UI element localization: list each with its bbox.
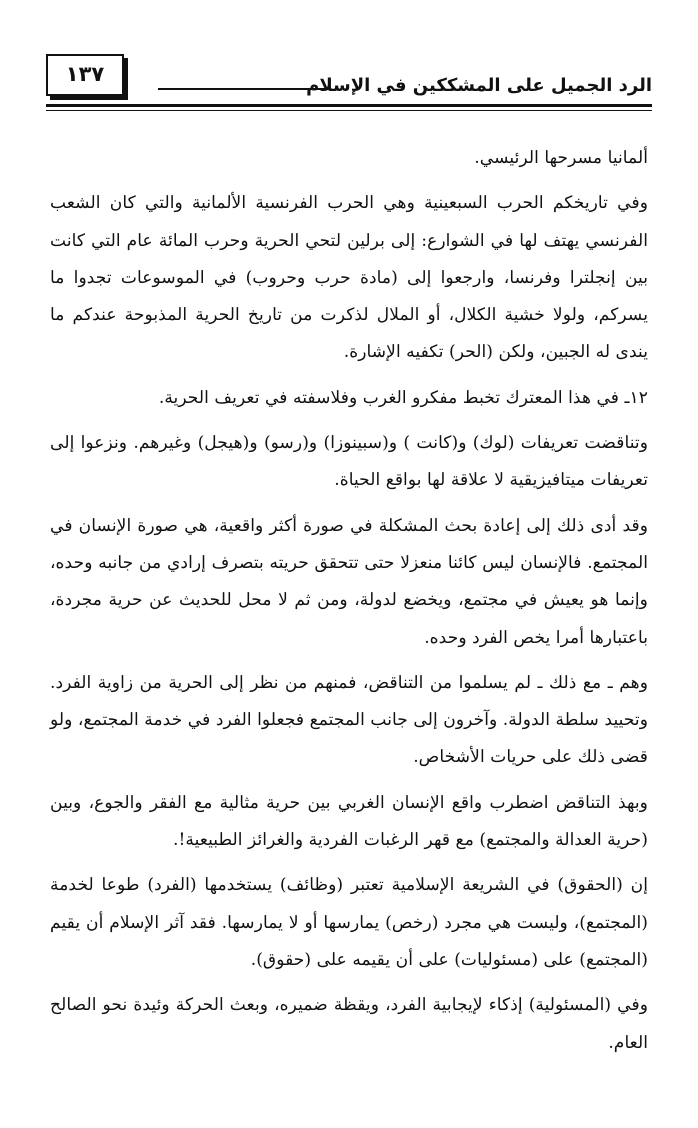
paragraph: وهم ـ مع ذلك ـ لم يسلموا من التناقض، فمنهم من نظر إلى الحرية من زاوية الفرد. وتحييد سلطة الدولة. وآخرون إلى جانب المجتمع فجعلوا الفرد في خدمة المجتمع، ولو قضى ذلك على حريات الأشخاص. — [50, 672, 648, 768]
running-title: الرد الجميل على المشككين في الإسلام — [306, 75, 652, 96]
paragraph: وفي تاريخكم الحرب السبعينية وهي الحرب الفرنسية الألمانية والتي كان الشعب الفرنسي يهتف لها في الشوارع: إلى برلين لتحي الحرية وحرب المائة عام التي كانت بين إنجلترا وفرنسا، وارجعوا إلى (مادة حرب وحروب) في الموسوعات تجدوا ما يسركم، ولولا خشية الكلال، أو الملال لذكرت من تاريخ الحرية المذبوحة عندكم ما يندى له الجبين، ولكن (الحر) تكفيه الإشارة. — [50, 193, 648, 363]
title-rule — [158, 88, 328, 90]
page-body — [50, 140, 648, 1070]
numbered-paragraph: ١٢ـ في هذا المعترك تخبط مفكرو الغرب وفلاسفته في تعريف الحرية. — [158, 387, 648, 408]
paragraph: وفي (المسئولية) إذكاء لإيجابية الفرد، ويقظة ضميره، وبعث الحركة وئيدة نحو الصالح العام. — [50, 995, 648, 1053]
page-header — [46, 52, 652, 108]
page-number: ١٣٧ — [65, 62, 105, 86]
header-rule-thin — [46, 110, 652, 111]
paragraph: إن (الحقوق) في الشريعة الإسلامية تعتبر (وظائف) يستخدمها (الفرد) طوعا لخدمة (المجتمع)، وليست هي مجرد (رخص) يمارسها أو لا يمارسها. فقد آثر الإسلام أن يقيم (المجتمع) على (مسئوليات) على أن يقيمه على (حقوق). — [50, 875, 648, 970]
paragraph: وبهذ التناقض اضطرب واقع الإنسان الغربي بين حرية مثالية مع الفقر والجوع، وبين (حرية العدالة والمجتمع) مع قهر الرغبات الفردية والغرائز الطبيعية!. — [50, 792, 648, 851]
header-rule-thick — [46, 104, 652, 107]
paragraph: وقد أدى ذلك إلى إعادة بحث المشكلة في صورة أكثر واقعية، هي صورة الإنسان في المجتمع. فالإنسان ليس كائنا منعزلا حتى تتحقق حريته بتصرف إرادي من جانبه وحده، وإنما هو يعيش في مجتمع، ويخضع لدولة، ومن ثم لا محل للحديث عن حرية مجردة، باعتبارها أمرا يخص الفرد وحده. — [50, 515, 648, 648]
paragraph: ألمانيا مسرحها الرئيسي. — [474, 148, 648, 168]
paragraph: وتناقضت تعريفات (لوك) و(كانت ) و(سبينوزا) و(رسو) و(هيجل) وغيرهم. ونزعوا إلى تعريفات ميتافيزيقية لا علاقة لها بواقع الحياة. — [50, 433, 648, 491]
